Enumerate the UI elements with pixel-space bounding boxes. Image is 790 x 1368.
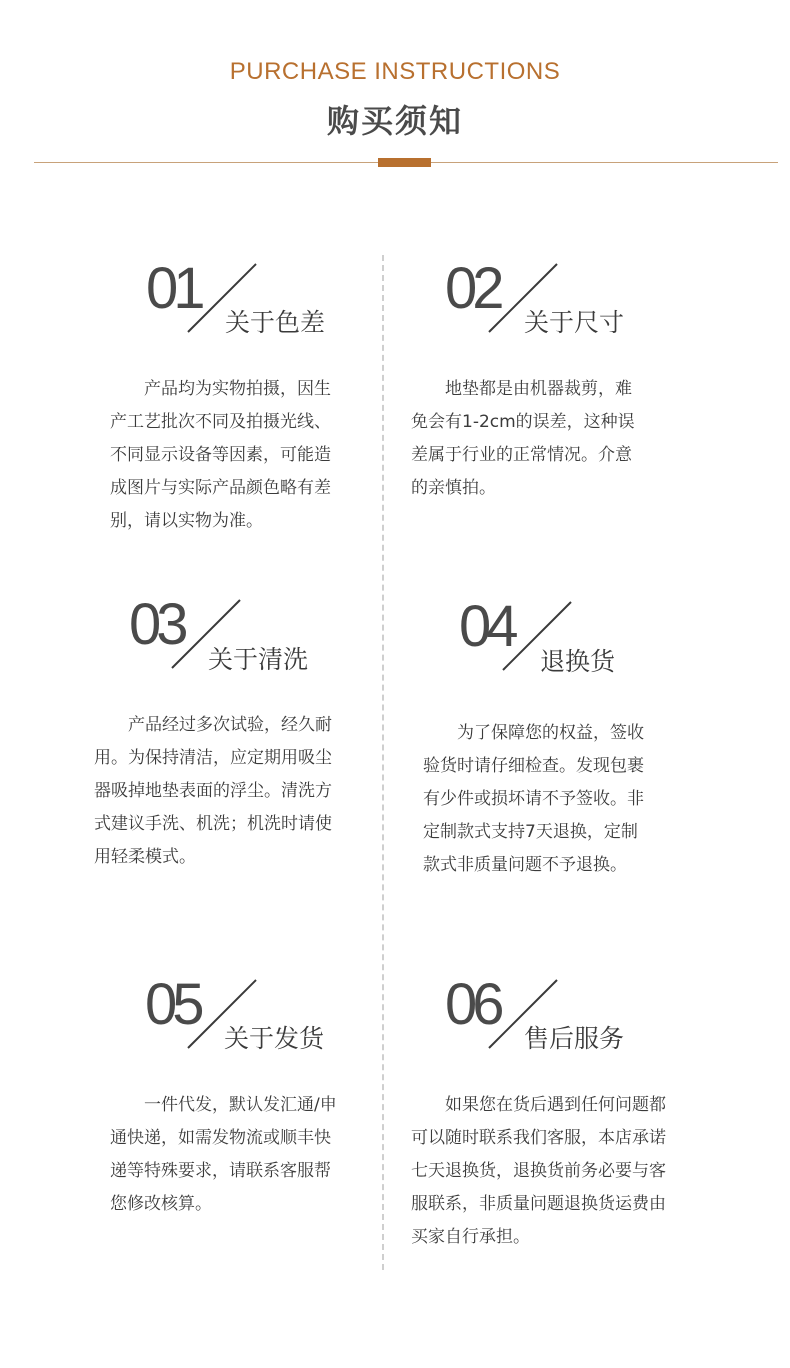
section-title: 关于尺寸 xyxy=(524,308,625,337)
section-body xyxy=(423,717,644,882)
section-body-line: 器吸掉地垫表面的浮尘。清洗方 xyxy=(94,781,332,801)
center-divider xyxy=(382,255,384,1270)
section-body-line: 差属于行业的正常情况。介意 xyxy=(411,445,632,465)
section-title: 关于色差 xyxy=(225,308,326,337)
section-body-line: 用轻柔模式。 xyxy=(94,847,196,867)
section-body-line: 如果您在货后遇到任何问题都 xyxy=(411,1095,666,1115)
section-body-line: 您修改核算。 xyxy=(110,1194,212,1214)
section-body-line: 有少件或损坏请不予签收。非 xyxy=(423,789,644,809)
section-body xyxy=(94,709,332,874)
section-title: 关于清洗 xyxy=(208,645,309,674)
section-body xyxy=(411,373,635,505)
section-title: 售后服务 xyxy=(524,1024,625,1053)
section-number: 05 xyxy=(145,972,200,1037)
section-body-line: 地垫都是由机器裁剪，难 xyxy=(411,379,632,399)
section-body-line: 买家自行承担。 xyxy=(411,1227,530,1247)
section-body xyxy=(411,1089,666,1254)
section-body-line: 递等特殊要求，请联系客服帮 xyxy=(110,1161,331,1181)
section-body-line: 别，请以实物为准。 xyxy=(110,511,263,531)
section-body-line: 定制款式支持7天退换，定制 xyxy=(423,822,638,842)
section-body-line: 产品均为实物拍摄，因生 xyxy=(110,379,331,399)
section-body-line: 产品经过多次试验，经久耐 xyxy=(94,715,332,735)
section-body-line: 用。为保持清洁，应定期用吸尘 xyxy=(94,748,332,768)
section-number: 06 xyxy=(445,972,500,1037)
section-body-line: 七天退换货，退换货前务必要与客 xyxy=(411,1161,666,1181)
section-number: 04 xyxy=(459,594,514,659)
header-accent-bar xyxy=(378,158,431,167)
section-number: 01 xyxy=(146,256,201,321)
section-body-line: 免会有1-2cm的误差，这种误 xyxy=(411,412,635,432)
section-body-line: 验货时请仔细检查。发现包裹 xyxy=(423,756,644,776)
section-number: 03 xyxy=(129,592,184,657)
section-body-line: 通快递，如需发物流或顺丰快 xyxy=(110,1128,331,1148)
section-body-line: 为了保障您的权益，签收 xyxy=(423,723,644,743)
section-number: 02 xyxy=(445,256,500,321)
section-body xyxy=(110,373,331,538)
section-body-line: 式建议手洗、机洗；机洗时请使 xyxy=(94,814,332,834)
section-body xyxy=(110,1089,337,1221)
section-body-line: 产工艺批次不同及拍摄光线、 xyxy=(110,412,331,432)
section-body-line: 可以随时联系我们客服，本店承诺 xyxy=(411,1128,666,1148)
header-title-cn: 购买须知 xyxy=(326,102,463,140)
section-title: 关于发货 xyxy=(224,1024,325,1053)
header-title-en: PURCHASE INSTRUCTIONS xyxy=(229,58,561,85)
section-body-line: 成图片与实际产品颜色略有差 xyxy=(110,478,331,498)
section-body-line: 一件代发，默认发汇通/申 xyxy=(110,1095,337,1115)
section-body-line: 款式非质量问题不予退换。 xyxy=(423,855,627,875)
section-body-line: 的亲慎拍。 xyxy=(411,478,496,498)
section-title: 退换货 xyxy=(540,647,616,676)
section-body-line: 服联系，非质量问题退换货运费由 xyxy=(411,1194,666,1214)
section-body-line: 不同显示设备等因素，可能造 xyxy=(110,445,331,465)
